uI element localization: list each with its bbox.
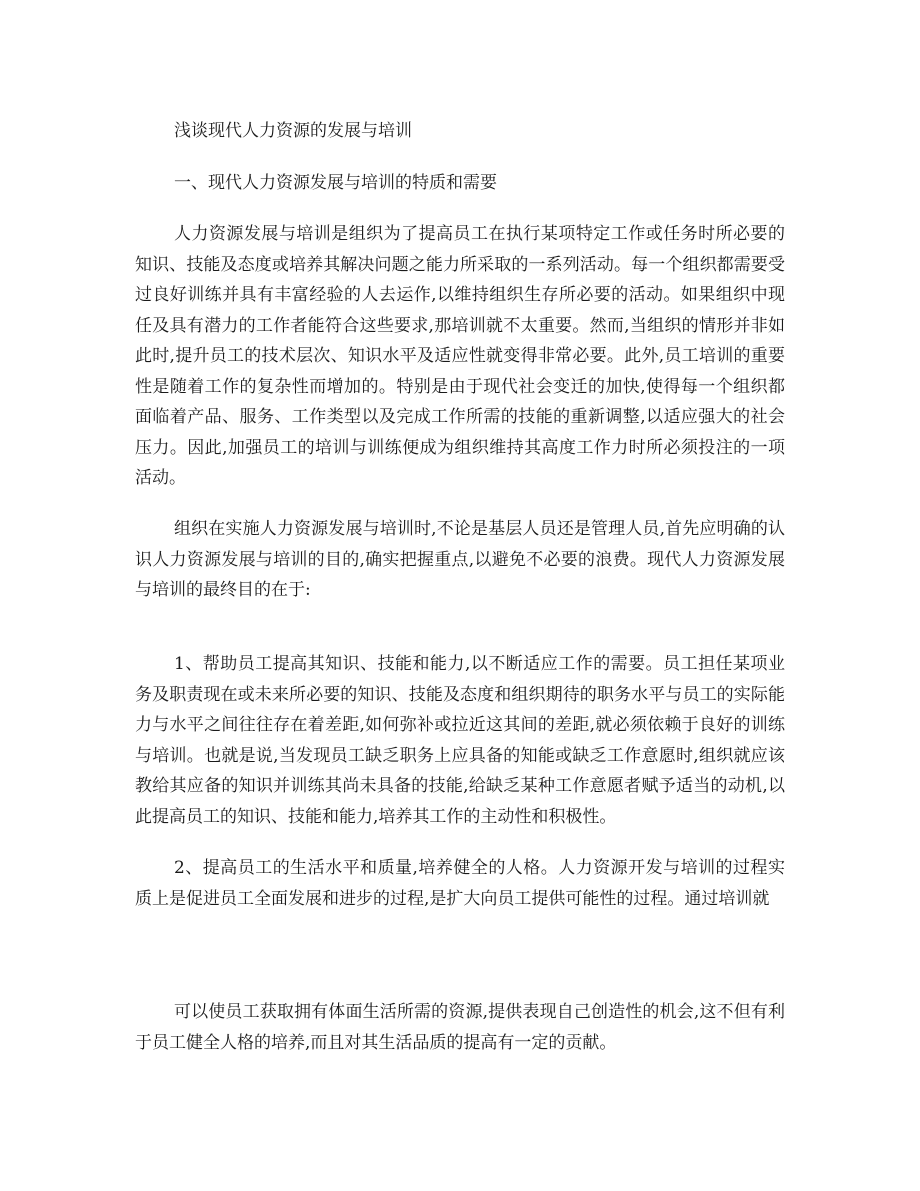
paragraph-training-purpose: 组织在实施人力资源发展与培训时,不论是基层人员还是管理人员,首先应明确的认识人力资源发展与培训的目的,确实把握重点,以避免不必要的浪费。现代人力资源发展与培训的最终目的在于: <box>135 519 785 600</box>
paragraph-point-2-continued: 可以使员工获取拥有体面生活所需的资源,提供表现自己创造性的机会,这不但有利于员工健全人格的培养,而且对其生活品质的提高有一定的贡献。 <box>135 1002 785 1053</box>
section-heading: 一、现代人力资源发展与培训的特质和需要 <box>174 173 497 193</box>
paragraph-training-definition: 人力资源发展与培训是组织为了提高员工在执行某项特定工作或任务时所必要的知识、技能及态度或培养其解决问题之能力所采取的一系列活动。每一个组织都需要受过良好训练并具有丰富经验的人去运作,以维持组织生存所必要的活动。如果组织中现任及具有潜力的工作者能符合这些要求,那培训就不太重要。然而,当组织的情形并非如此时,提升员工的技术层次、知识水平及适应性就变得非常必要。此外,员工培训的重要性是随着工作的复杂性而增加的。特别是由于现代社会变迁的加快,使得每一个组织都面临着产品、服务、工作类型以及完成工作所需的技能的重新调整,以适应强大的社会压力。因此,加强员工的培训与训练便成为组织维持其高度工作力时所必须投注的一项活动。 <box>135 224 785 488</box>
paragraph-point-1: 1、帮助员工提高其知识、技能和能力,以不断适应工作的需要。员工担任某项业务及职责现在或未来所必要的知识、技能及态度和组织期待的职务水平与员工的实际能力与水平之间往往存在着差距,如何弥补或拉近这其间的差距,就必须依赖于良好的训练与培训。也就是说,当发现员工缺乏职务上应具备的知能或缺乏工作意愿时,组织就应该教给其应备的知识并训练其尚未具备的技能,给缺乏某种工作意愿者赋予适当的动机,以此提高员工的知识、技能和能力,培养其工作的主动性和积极性。 <box>135 654 785 827</box>
document-title: 浅谈现代人力资源的发展与培训 <box>174 121 412 141</box>
paragraph-point-2: 2、提高员工的生活水平和质量,培养健全的人格。人力资源开发与培训的过程实质上是促进员工全面发展和进步的过程,是扩大向员工提供可能性的过程。通过培训就 <box>135 858 785 909</box>
